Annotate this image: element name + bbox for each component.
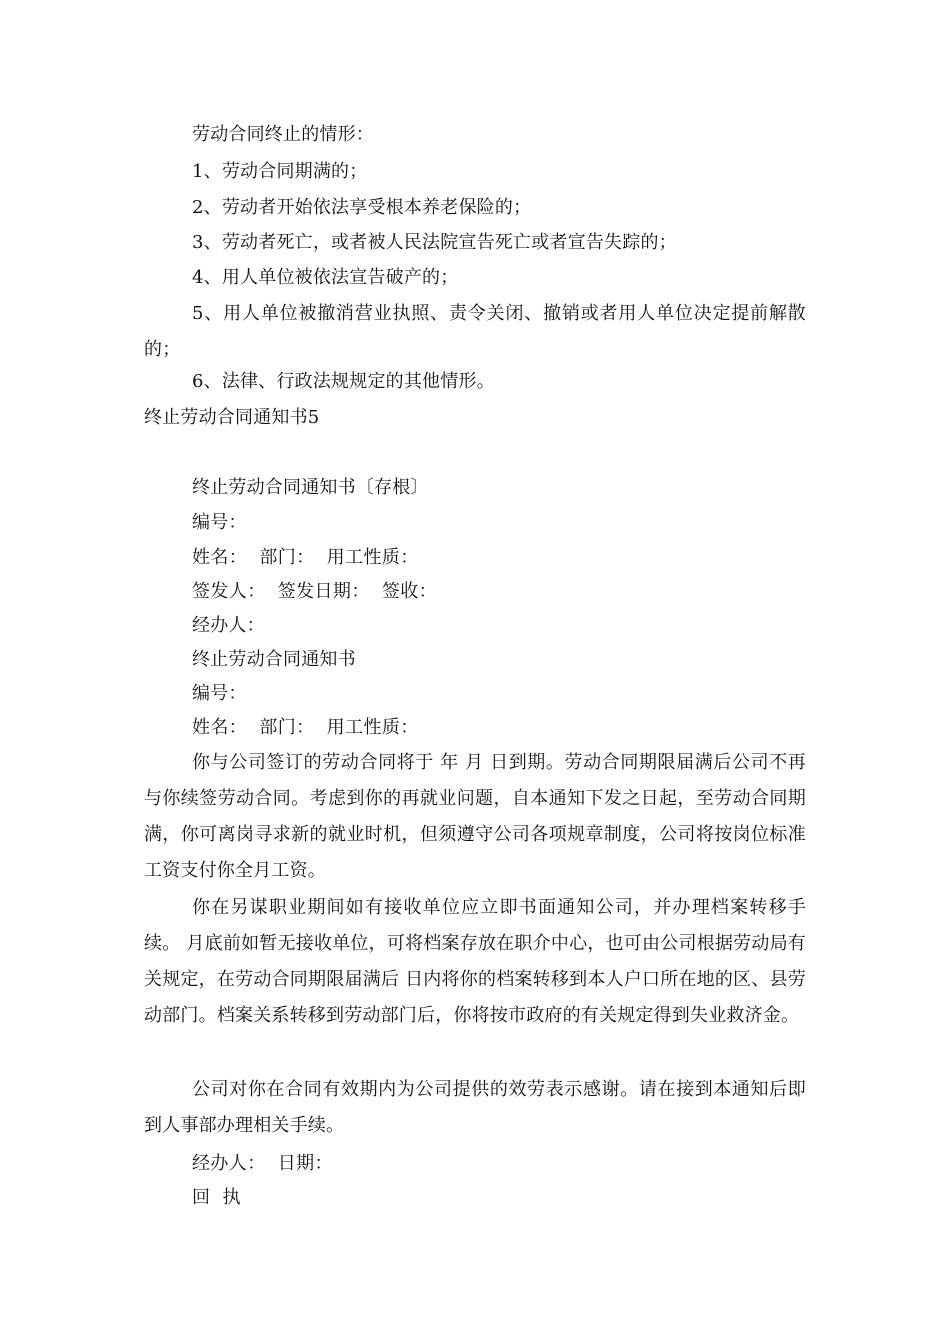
stub-number-label: 编号：: [192, 512, 247, 533]
notice-number-label: 编号：: [192, 683, 247, 704]
termination-case-item: 2、劳动者开始依法享受根本养老保险的；: [192, 197, 532, 218]
stub-fields-issuer-date-receipt: 签发人： 签发日期： 签收：: [192, 581, 438, 602]
stub-title: 终止劳动合同通知书〔存根〕: [192, 477, 429, 498]
notice-title: 终止劳动合同通知书: [192, 649, 356, 670]
termination-case-item: 4、用人单位被依法宣告破产的；: [192, 267, 459, 288]
receipt-heading: 回 执: [192, 1187, 241, 1208]
section-title: 终止劳动合同通知书5: [144, 407, 320, 428]
notice-paragraph: 公司对你在合同有效期内为公司提供的效劳表示感谢。请在接到本通知后即到人事部办理相关手续。: [144, 1079, 806, 1136]
termination-case-item: 6、法律、行政法规规定的其他情形。: [192, 371, 495, 392]
notice-signoff: 经办人： 日期：: [192, 1153, 333, 1174]
notice-fields-name-dept-type: 姓名： 部门： 用工性质：: [192, 717, 419, 738]
notice-paragraph: 你与公司签订的劳动合同将于 年 月 日到期。劳动合同期限届满后公司不再与你续签劳动合同。考虑到你的再就业问题，自本通知下发之日起，至劳动合同期满，你可离岗寻求新的就业时机，但须遵守公司各项规章制度，公司将按岗位标准工资支付你全月工资。: [144, 752, 806, 881]
termination-case-item: 1、劳动合同期满的；: [192, 161, 368, 182]
notice-paragraph: 你在另谋职业期间如有接收单位应立即书面通知公司，并办理档案转移手续。 月底前如暂无接收单位，可将档案存放在职介中心，也可由公司根据劳动局有关规定，在劳动合同期限届满后 日内将你的档案转移到本人户口所在地的区、县劳动部门。档案关系转移到劳动部门后，你将按市政府的有关规定得到失业救济金。: [144, 897, 806, 1026]
termination-case-item: 3、劳动者死亡，或者被人民法院宣告死亡或者宣告失踪的；: [192, 232, 677, 253]
stub-handler-label: 经办人：: [192, 615, 265, 636]
termination-cases-heading: 劳动合同终止的情形：: [192, 124, 374, 145]
termination-case-item: 5、用人单位被撤消营业执照、责令关闭、撤销或者用人单位决定提前解散的；: [144, 303, 806, 360]
stub-fields-name-dept-type: 姓名： 部门： 用工性质：: [192, 547, 419, 568]
